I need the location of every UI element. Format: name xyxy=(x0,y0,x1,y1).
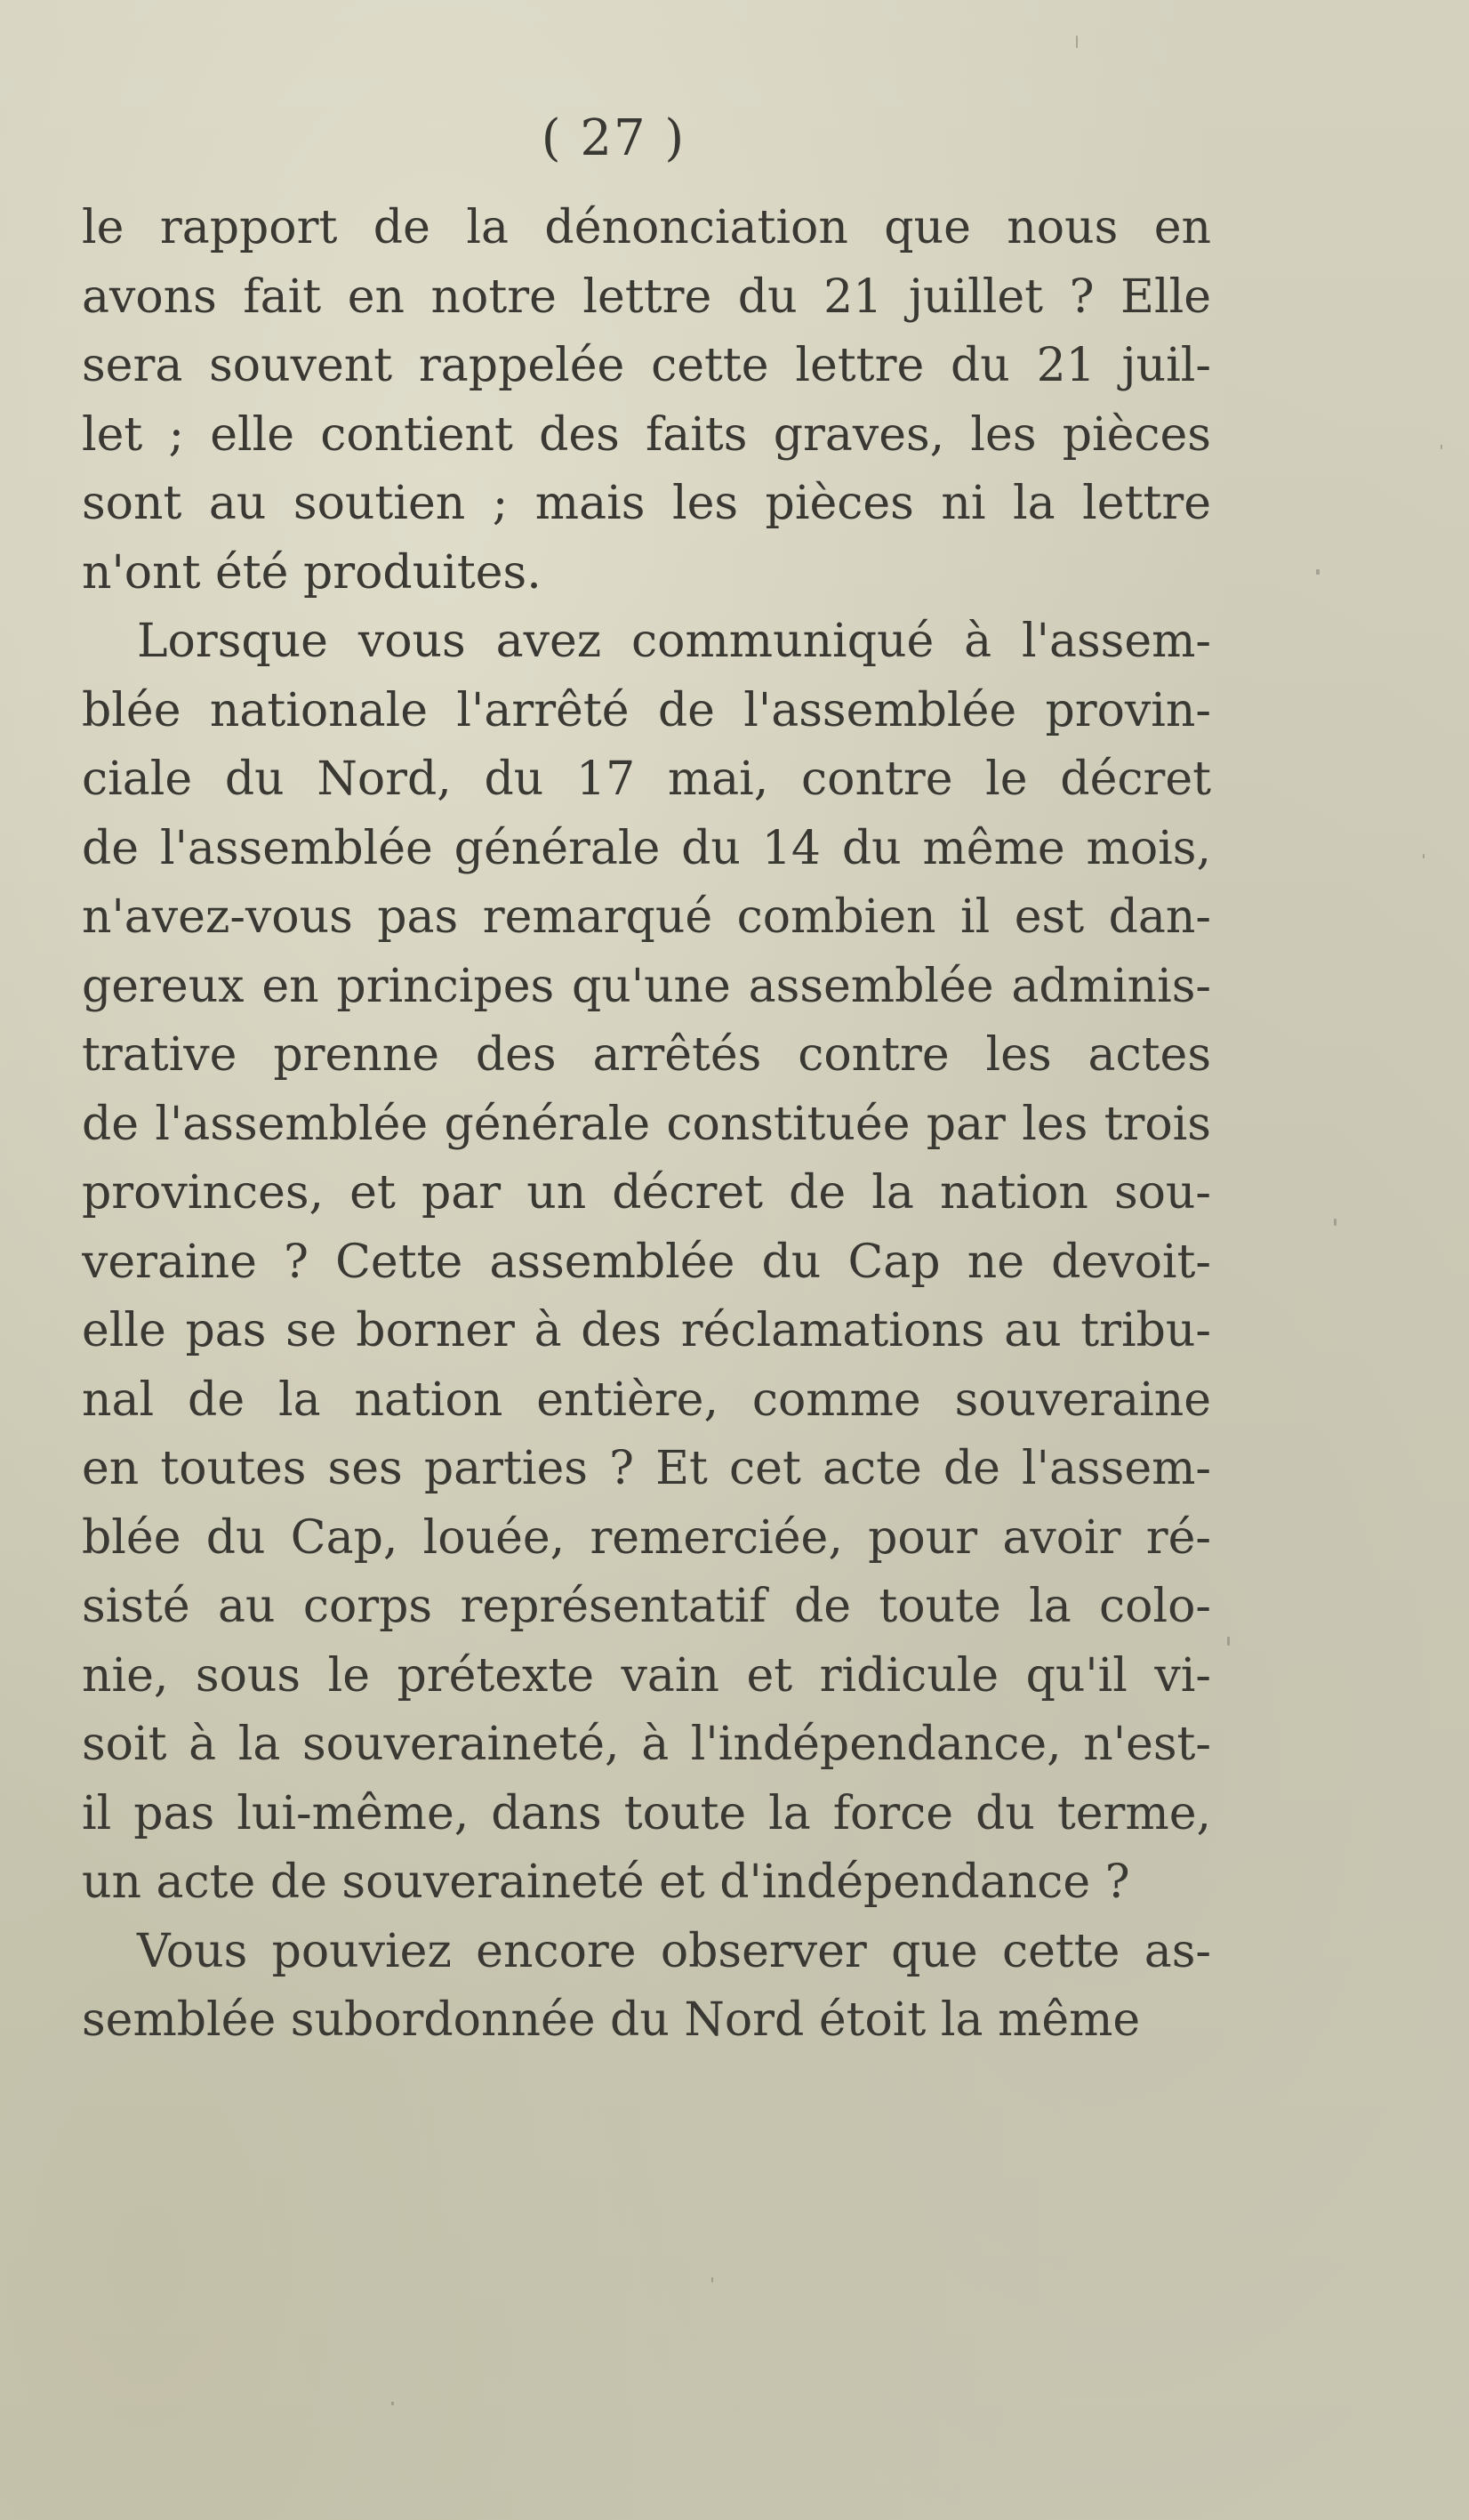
text-line: soit à la souveraineté, à l'indépendance, n'est- xyxy=(82,1718,1211,1771)
text-line: avons fait en notre lettre du 21 juillet ? Elle xyxy=(82,270,1211,324)
text-line: semblée subordonnée du Nord étoit la même xyxy=(82,1993,1141,2047)
text-line: veraine ? Cette assemblée du Cap ne devoit- xyxy=(82,1235,1211,1289)
text-line: de l'assemblée générale du 14 du même mois, xyxy=(82,821,1211,875)
text-line: Lorsque vous avez communiqué à l'assem- xyxy=(137,615,1211,668)
text-line: trative prenne des arrêtés contre les actes xyxy=(82,1028,1211,1082)
body-text xyxy=(82,194,1211,2056)
text-line: elle pas se borner à des réclamations au tribu- xyxy=(82,1304,1211,1357)
text-line: n'ont été produites. xyxy=(82,545,542,600)
text-line: provinces, et par un décret de la nation sou- xyxy=(82,1166,1211,1220)
text-line: nal de la nation entière, comme souveraine xyxy=(82,1373,1211,1427)
text-line: blée du Cap, louée, remerciée, pour avoir ré- xyxy=(82,1510,1211,1565)
text-line: n'avez-vous pas remarqué combien il est dan- xyxy=(82,890,1211,944)
text-line: nie, sous le prétexte vain et ridicule qu'il vi- xyxy=(82,1648,1211,1703)
text-line: il pas lui-même, dans toute la force du terme, xyxy=(82,1786,1211,1840)
text-line: sera souvent rappelée cette lettre du 21 juil- xyxy=(82,339,1211,392)
text-line: gereux en principes qu'une assemblée adminis- xyxy=(82,959,1211,1013)
text-line: let ; elle contient des faits graves, les pièces xyxy=(82,407,1211,462)
text-line: sont au soutien ; mais les pièces ni la lettre xyxy=(82,477,1211,530)
text-line: sisté au corps représentatif de toute la colo- xyxy=(82,1580,1211,1633)
text-line: un acte de souveraineté et d'indépendance ? xyxy=(82,1856,1130,1909)
text-line: le rapport de la dénonciation que nous en xyxy=(82,201,1211,254)
text-line: en toutes ses parties ? Et cet acte de l'assem- xyxy=(82,1442,1211,1495)
page-number: ( 27 ) xyxy=(541,109,686,167)
text-line: Vous pouviez encore observer que cette as- xyxy=(137,1924,1211,1978)
text-line: de l'assemblée générale constituée par les trois xyxy=(82,1097,1211,1151)
text-line: blée nationale l'arrêté de l'assemblée provin- xyxy=(82,683,1211,737)
text-line: ciale du Nord, du 17 mai, contre le décret xyxy=(82,753,1211,806)
